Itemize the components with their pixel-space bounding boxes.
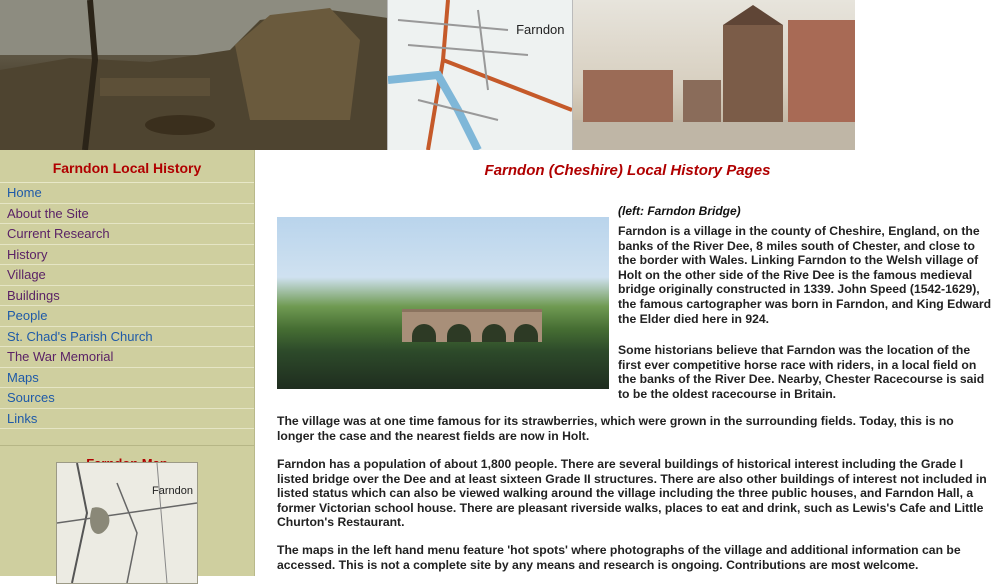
bridge-arch: [447, 324, 471, 342]
banner-map-label: Farndon: [516, 22, 565, 37]
bridge-arch: [514, 324, 538, 342]
banner-painting: [0, 0, 387, 150]
strawberries-paragraph: The village was at one time famous for its strawberries, which were grown in the surrounding fields. Today, this is no longer the case and the nearest fields are now in Holt.: [277, 414, 954, 443]
sidebar-item-buildings[interactable]: Buildings: [0, 286, 254, 307]
sidebar-item-about[interactable]: About the Site: [0, 204, 254, 225]
banner-map: [387, 0, 573, 150]
sidebar-item-history[interactable]: History: [0, 245, 254, 266]
sidebar-item-st-chads[interactable]: St. Chad's Parish Church: [0, 327, 254, 348]
sidebar-divider: [0, 445, 254, 446]
sidebar-item-home[interactable]: Home: [0, 183, 254, 204]
sidebar-menu: [0, 182, 254, 429]
farndon-map-image[interactable]: [56, 462, 198, 584]
maps-paragraph: The maps in the left hand menu feature 'hot spots' where photographs of the village and additional information can be accessed. This is not a complete site by any means and research is ongoing. Contributions are most welcome.: [277, 543, 961, 572]
bridge-arch: [412, 324, 436, 342]
sidebar-item-war-memorial[interactable]: The War Memorial: [0, 347, 254, 368]
sidebar-item-links[interactable]: Links: [0, 409, 254, 430]
sidebar-item-village[interactable]: Village: [0, 265, 254, 286]
sidebar-item-people[interactable]: People: [0, 306, 254, 327]
painting-illustration: [0, 0, 387, 150]
header-banner: [0, 0, 855, 150]
mini-map-illustration: [57, 463, 197, 583]
sidebar-item-maps[interactable]: Maps: [0, 368, 254, 389]
banner-street-photo: [573, 0, 855, 150]
sidebar-item-sources[interactable]: Sources: [0, 388, 254, 409]
street-illustration: [573, 0, 855, 150]
page-title: Farndon (Cheshire) Local History Pages: [484, 162, 771, 179]
bridge-arch: [482, 324, 506, 342]
farndon-bridge-photo: [277, 217, 609, 389]
mini-map-label: Farndon: [152, 485, 193, 497]
bridge-shape: [402, 309, 542, 342]
photo-caption: (left: Farndon Bridge): [618, 204, 741, 218]
main-content: [255, 150, 1000, 576]
sidebar-item-current-research[interactable]: Current Research: [0, 224, 254, 245]
sidebar-title: Farndon Local History: [52, 160, 202, 176]
intro-paragraph: Farndon is a village in the county of Cheshire, England, on the banks of the River Dee, 8 miles south of Chester, and close to the border with Wales. Linking Farndon to the Welsh village of Holt on the other side of the Rive Dee is the famous medieval bridge originally constructed in 1339. John Speed (1542-1629), the famous cartographer was born in Farndon, and King Edward the Elder died here in 924.: [618, 224, 992, 326]
horse-race-paragraph: Some historians believe that Farndon was the location of the first ever competitive horse race with riders, in a local field on the banks of the River Dee. Nearby, Chester Racecourse is said to be the oldest racecourse in Britain.: [618, 343, 985, 401]
population-paragraph: Farndon has a population of about 1,800 people. There are several buildings of historical interest including the Grade I listed bridge over the Dee and at least sixteen Grade II structures. There are also other buildings of interest not included in listed status which can also be viewed walking around the village including the three public houses, and Farndon Hall, a former Victorian school house. There are pleasant riverside walks, places to eat and drink, such as Lewis's Cafe and Little Churton's Restaurant.: [277, 457, 987, 530]
sidebar: [0, 150, 255, 576]
